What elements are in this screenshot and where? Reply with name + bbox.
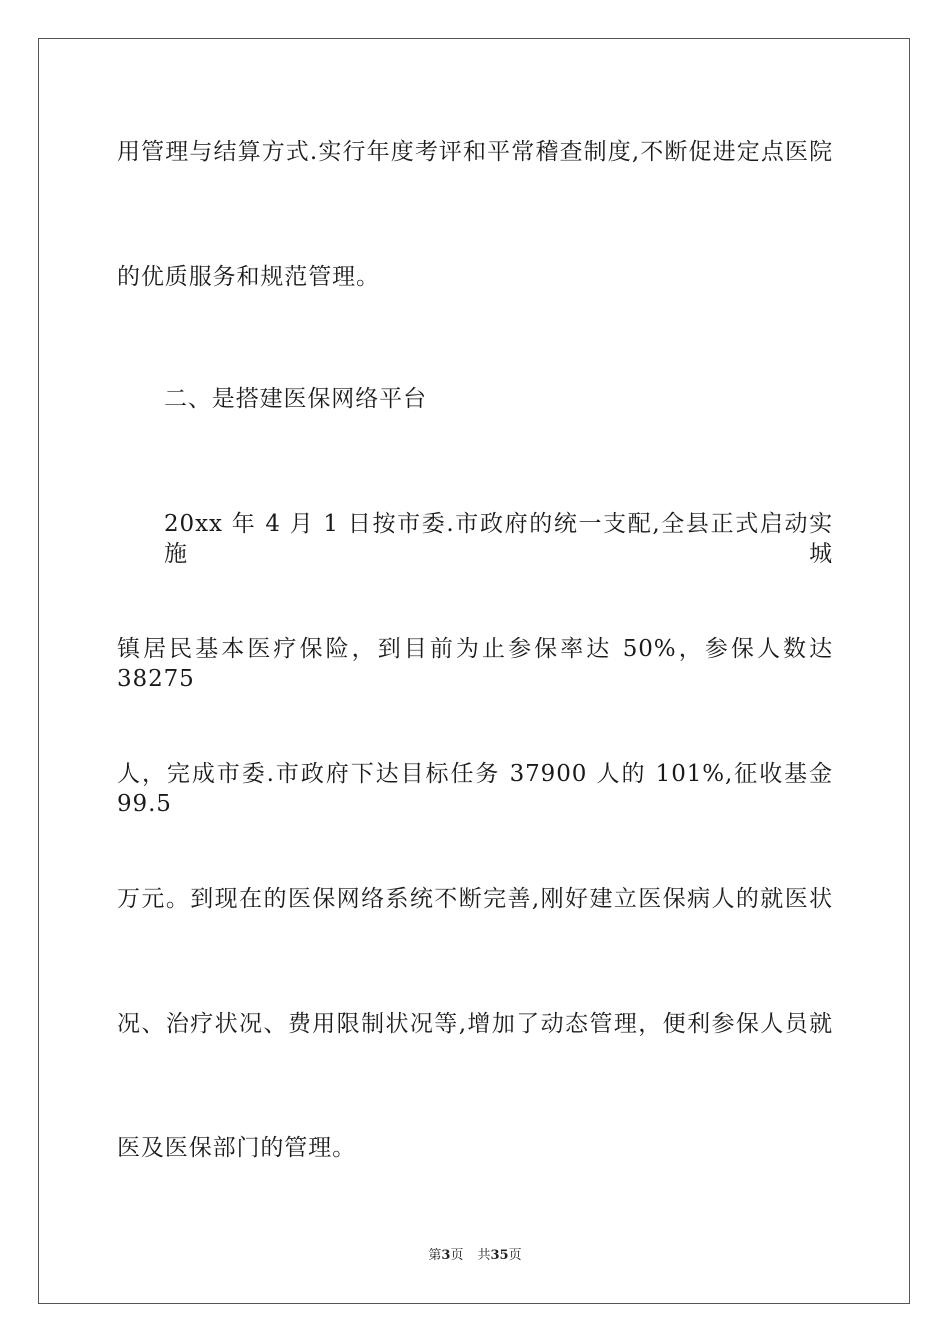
paragraph-2-line-5: 况、治疗状况、费用限制状况等,增加了动态管理，便利参保人员就 (117, 1011, 833, 1037)
paragraph-1-line-2: 的优质服务和规范管理。 (117, 264, 380, 290)
paragraph-2-line-3: 人，完成市委.市政府下达目标任务 37900 人的 101%,征收基金 99.5 (117, 761, 833, 817)
footer-total-pages: 35 (490, 1248, 509, 1263)
page-footer (0, 1248, 950, 1264)
footer-current-page: 3 (441, 1248, 451, 1263)
paragraph-2-line-2: 镇居民基本医疗保险，到目前为止参保率达 50%，参保人数达 38275 (117, 636, 833, 692)
footer-total-suffix: 页 (508, 1248, 522, 1263)
footer-total-prefix: 共 (477, 1248, 491, 1263)
section-heading: 二、是搭建医保网络平台 (164, 386, 427, 412)
paragraph-2-line-1: 20xx 年 4 月 1 日按市委.市政府的统一支配,全县正式启动实施城 (164, 511, 833, 567)
footer-page-suffix: 页 (450, 1248, 464, 1263)
paragraph-1-line-1: 用管理与结算方式.实行年度考评和平常稽查制度,不断促进定点医院 (117, 139, 833, 165)
paragraph-2-line-6: 医及医保部门的管理。 (117, 1135, 356, 1161)
footer-page-prefix: 第 (428, 1248, 442, 1263)
paragraph-2-line-4: 万元。到现在的医保网络系统不断完善,刚好建立医保病人的就医状 (117, 886, 833, 912)
